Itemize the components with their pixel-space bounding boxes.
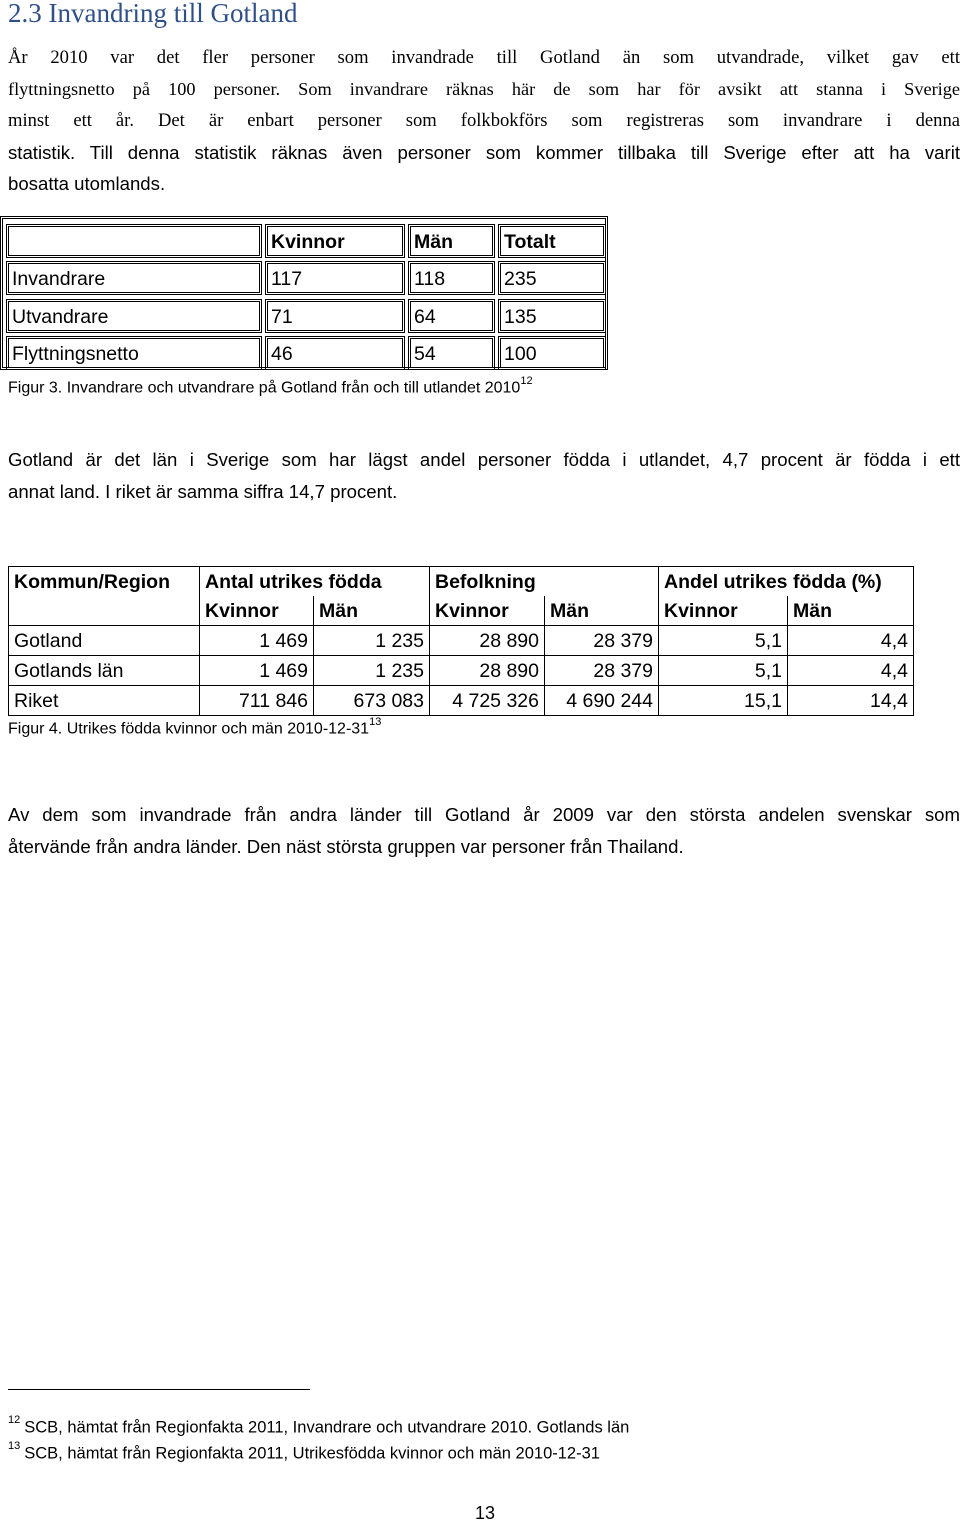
footnote-number: 12	[8, 1414, 21, 1426]
table-header-cell	[9, 596, 200, 626]
footnote-number: 13	[8, 1440, 21, 1452]
table-cell: 711 846	[200, 686, 314, 716]
table-cell: 71	[265, 299, 405, 333]
table-cell: 1 235	[314, 656, 430, 686]
table-cell: 235	[498, 261, 606, 295]
table-row	[9, 656, 914, 686]
table-row	[9, 686, 914, 716]
table-cell: 64	[408, 299, 495, 333]
table-header-cell: Kommun/Region	[9, 567, 200, 597]
table-cell: 5,1	[659, 656, 788, 686]
paragraph-line: återvände från andra länder. Den näst största gruppen var personer från Thailand.	[8, 835, 684, 857]
footnote-ref: 13	[369, 716, 382, 728]
table-cell: 15,1	[659, 686, 788, 716]
table-cell: 4,4	[788, 656, 914, 686]
table-header-cell: Kvinnor	[265, 224, 405, 258]
table-cell: 4 690 244	[545, 686, 659, 716]
table-header-cell: Befolkning	[430, 567, 659, 597]
paragraph-line: minst ett år. Det är enbart personer som folkbokförs som registreras som invandrare i denna	[8, 110, 960, 131]
footnote	[8, 1414, 630, 1438]
table-cell: 1 469	[200, 626, 314, 656]
table-cell: 117	[265, 261, 405, 295]
table-header-cell: Män	[545, 596, 659, 626]
table-header-row	[9, 567, 914, 597]
table-header-cell: Kvinnor	[430, 596, 545, 626]
footnote-text: SCB, hämtat från Regionfakta 2011, Utrikesfödda kvinnor och män 2010-12-31	[24, 1444, 600, 1463]
table-header-cell: Kvinnor	[659, 596, 788, 626]
table-row-label: Gotlands län	[9, 656, 200, 686]
table-header-cell: Antal utrikes födda	[200, 567, 430, 597]
table-row-label: Utvandrare	[6, 299, 262, 333]
table-row-label: Riket	[9, 686, 200, 716]
footnote-ref: 12	[520, 375, 533, 387]
table-cell: 1 469	[200, 656, 314, 686]
table-cell: 118	[408, 261, 495, 295]
table-cell: 4 725 326	[430, 686, 545, 716]
table-cell: 28 890	[430, 656, 545, 686]
table-header-cell: Kvinnor	[200, 596, 314, 626]
paragraph-line: Gotland är det län i Sverige som har lägst andel personer födda i utlandet, 4,7 procent är födda i ett	[8, 449, 960, 470]
table-row-label: Flyttningsnetto	[6, 336, 262, 370]
table-cell: 135	[498, 299, 606, 333]
table-header-cell	[6, 224, 262, 258]
table-cell: 14,4	[788, 686, 914, 716]
table-cell: 673 083	[314, 686, 430, 716]
table-row	[9, 626, 914, 656]
table-cell: 1 235	[314, 626, 430, 656]
section-heading: 2.3 Invandring till Gotland	[8, 0, 298, 28]
figure-caption	[8, 377, 533, 397]
paragraph-line: statistik. Till denna statistik räknas även personer som kommer tillbaka till Sverige efter att ha varit	[8, 141, 960, 163]
table-header-cell: Andel utrikes födda (%)	[659, 567, 914, 597]
paragraph-intro	[8, 42, 960, 200]
table-cell: 5,1	[659, 626, 788, 656]
paragraph-line: bosatta utomlands.	[8, 173, 166, 194]
table-cell: 28 890	[430, 626, 545, 656]
table-cell: 100	[498, 336, 606, 370]
caption-text: Figur 3. Invandrare och utvandrare på Gotland från och till utlandet 2010	[8, 379, 521, 397]
footnote	[8, 1440, 600, 1464]
table-header-cell: Män	[314, 596, 430, 626]
figure-caption	[8, 718, 381, 738]
paragraph-line: År 2010 var det fler personer som invandrade till Gotland än som utvandrade, vilket gav ett	[8, 47, 960, 68]
table-cell: 28 379	[545, 626, 659, 656]
table-subheader-row	[9, 596, 914, 626]
footnote-separator	[8, 1389, 310, 1390]
table-header-cell: Män	[788, 596, 914, 626]
paragraph-foreign-born	[8, 444, 960, 507]
migration-table	[0, 216, 608, 370]
foreign-born-table	[8, 566, 914, 716]
table-row-label: Gotland	[9, 626, 200, 656]
paragraph-line: Av dem som invandrade från andra länder till Gotland år 2009 var den största andelen svenskar som	[8, 804, 960, 825]
table-cell: 46	[265, 336, 405, 370]
page-number: 13	[474, 1503, 496, 1523]
table-row-label: Invandrare	[6, 261, 262, 295]
table-header-cell: Män	[408, 224, 495, 258]
paragraph-line: annat land. I riket är samma siffra 14,7 procent.	[8, 480, 398, 502]
table-header-cell: Totalt	[498, 224, 606, 258]
table-cell: 54	[408, 336, 495, 370]
table-cell: 4,4	[788, 626, 914, 656]
table-cell: 28 379	[545, 656, 659, 686]
caption-text: Figur 4. Utrikes födda kvinnor och män 2010-12-31	[8, 720, 370, 738]
footnote-text: SCB, hämtat från Regionfakta 2011, Invandrare och utvandrare 2010. Gotlands län	[24, 1418, 630, 1437]
paragraph-line: flyttningsnetto på 100 personer. Som invandrare räknas här de som har för avsikt att stanna i Sverige	[8, 78, 960, 99]
paragraph-thailand	[8, 799, 960, 862]
